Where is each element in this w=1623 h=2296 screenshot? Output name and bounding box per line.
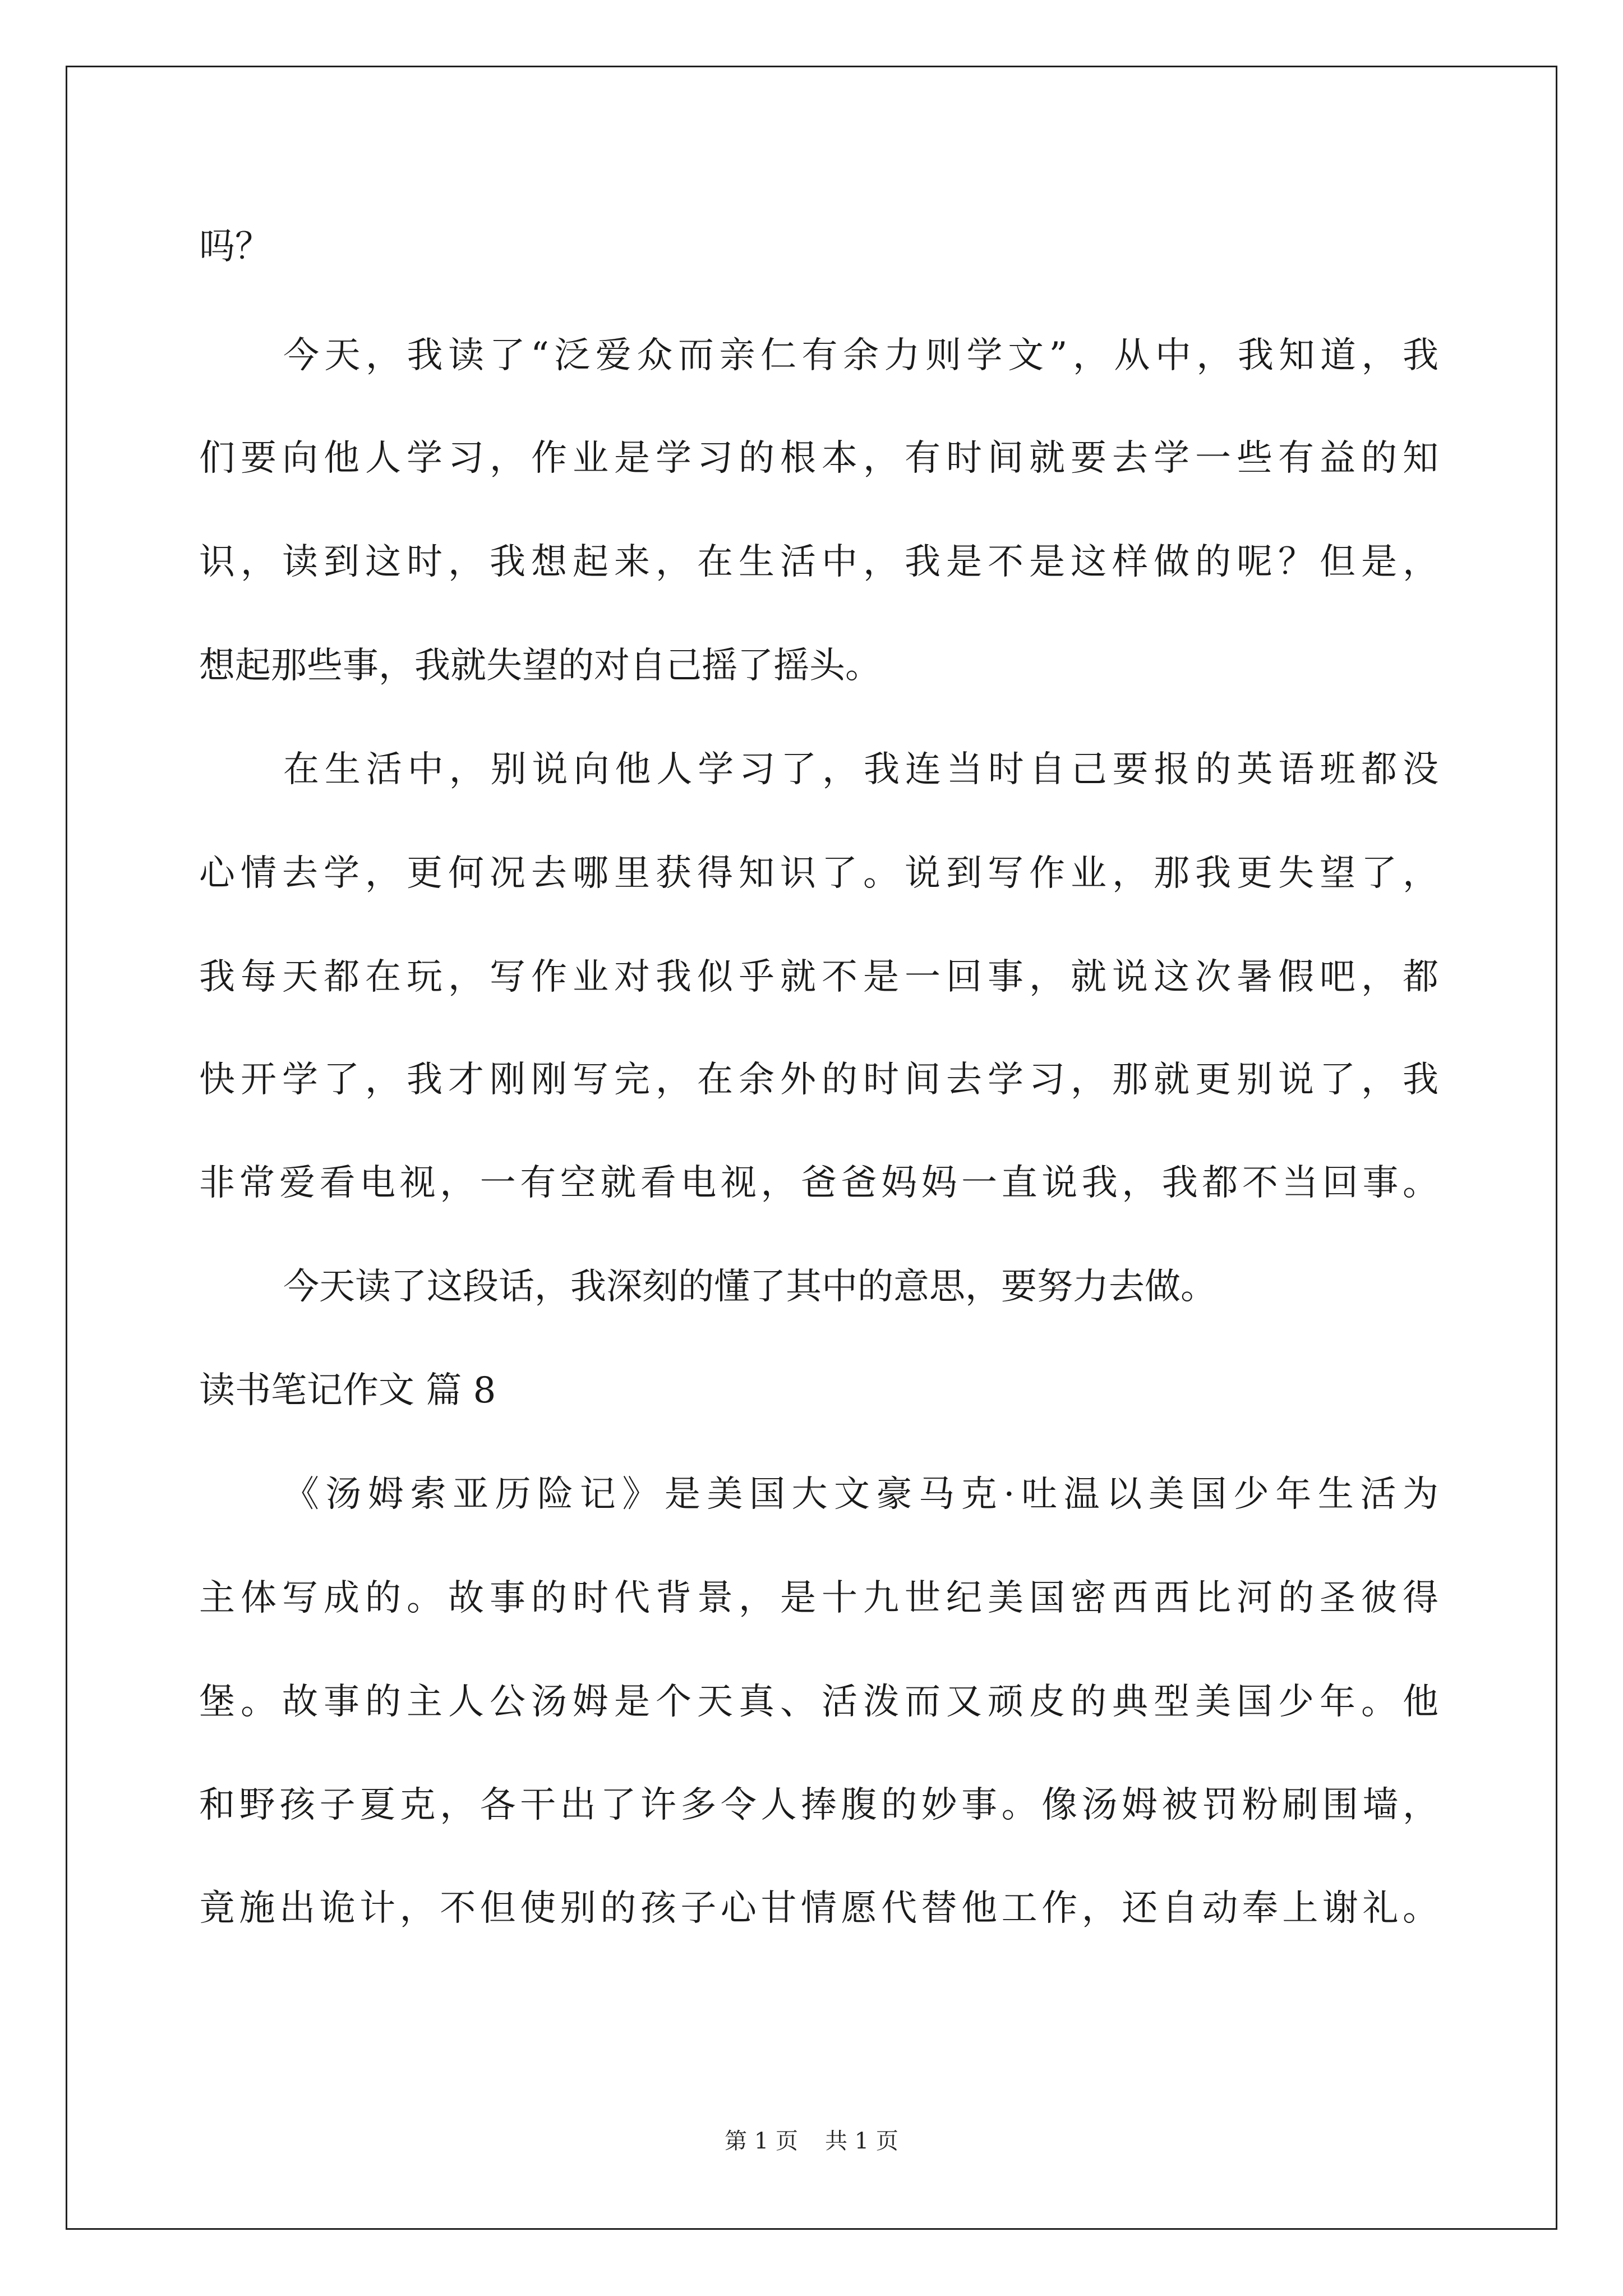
- text-line: 和野孩子夏克，各干出了许多令人捧腹的妙事。像汤姆被罚粉刷围墙，: [199, 1784, 1438, 1826]
- page-footer: [0, 2123, 1623, 2155]
- paragraph-first-line: 今天读了这段话，我深刻的懂了其中的意思，要努力去做。: [283, 1266, 1216, 1308]
- paragraph-first-line: 在生活中，别说向他人学习了，我连当时自己要报的英语班都没: [283, 749, 1438, 790]
- text-line: 主体写成的。故事的时代背景，是十九世纪美国密西西比河的圣彼得: [199, 1577, 1438, 1619]
- text-line: 心情去学，更何况去哪里获得知识了。说到写作业，那我更失望了，: [199, 853, 1438, 894]
- text-line: 我每天都在玩，写作业对我似乎就不是一回事，就说这次暑假吧，都: [199, 956, 1438, 998]
- paragraph-first-line: 今天，我读了“泛爱众而亲仁有余力则学文”，从中，我知道，我: [283, 335, 1438, 376]
- text-line: 快开学了，我才刚刚写完，在余外的时间去学习，那就更别说了，我: [199, 1059, 1438, 1101]
- text-line: 想起那些事，我就失望的对自己摇了摇头。: [199, 645, 881, 687]
- text-line: 堡。故事的主人公汤姆是个天真、活泼而又顽皮的典型美国少年。他: [199, 1681, 1438, 1723]
- text-line: 竟施出诡计，不但使别的孩子心甘情愿代替他工作，还自动奉上谢礼。: [199, 1888, 1438, 1929]
- text-line: 非常爱看电视，一有空就看电视，爸爸妈妈一直说我，我都不当回事。: [199, 1162, 1438, 1204]
- text-line: 们要向他人学习，作业是学习的根本，有时间就要去学一些有益的知: [199, 438, 1438, 479]
- paragraph-first-line: 《汤姆索亚历险记》是美国大文豪马克·吐温以美国少年生活为: [283, 1474, 1438, 1515]
- section-heading: 读书笔记作文 篇 8: [199, 1370, 496, 1411]
- page-number: 第 1 页: [725, 2128, 798, 2154]
- text-line: 识，读到这时，我想起来，在生活中，我是不是这样做的呢？但是，: [199, 541, 1438, 583]
- text-line: 吗？: [199, 226, 271, 268]
- page-total: 共 1 页: [825, 2128, 898, 2154]
